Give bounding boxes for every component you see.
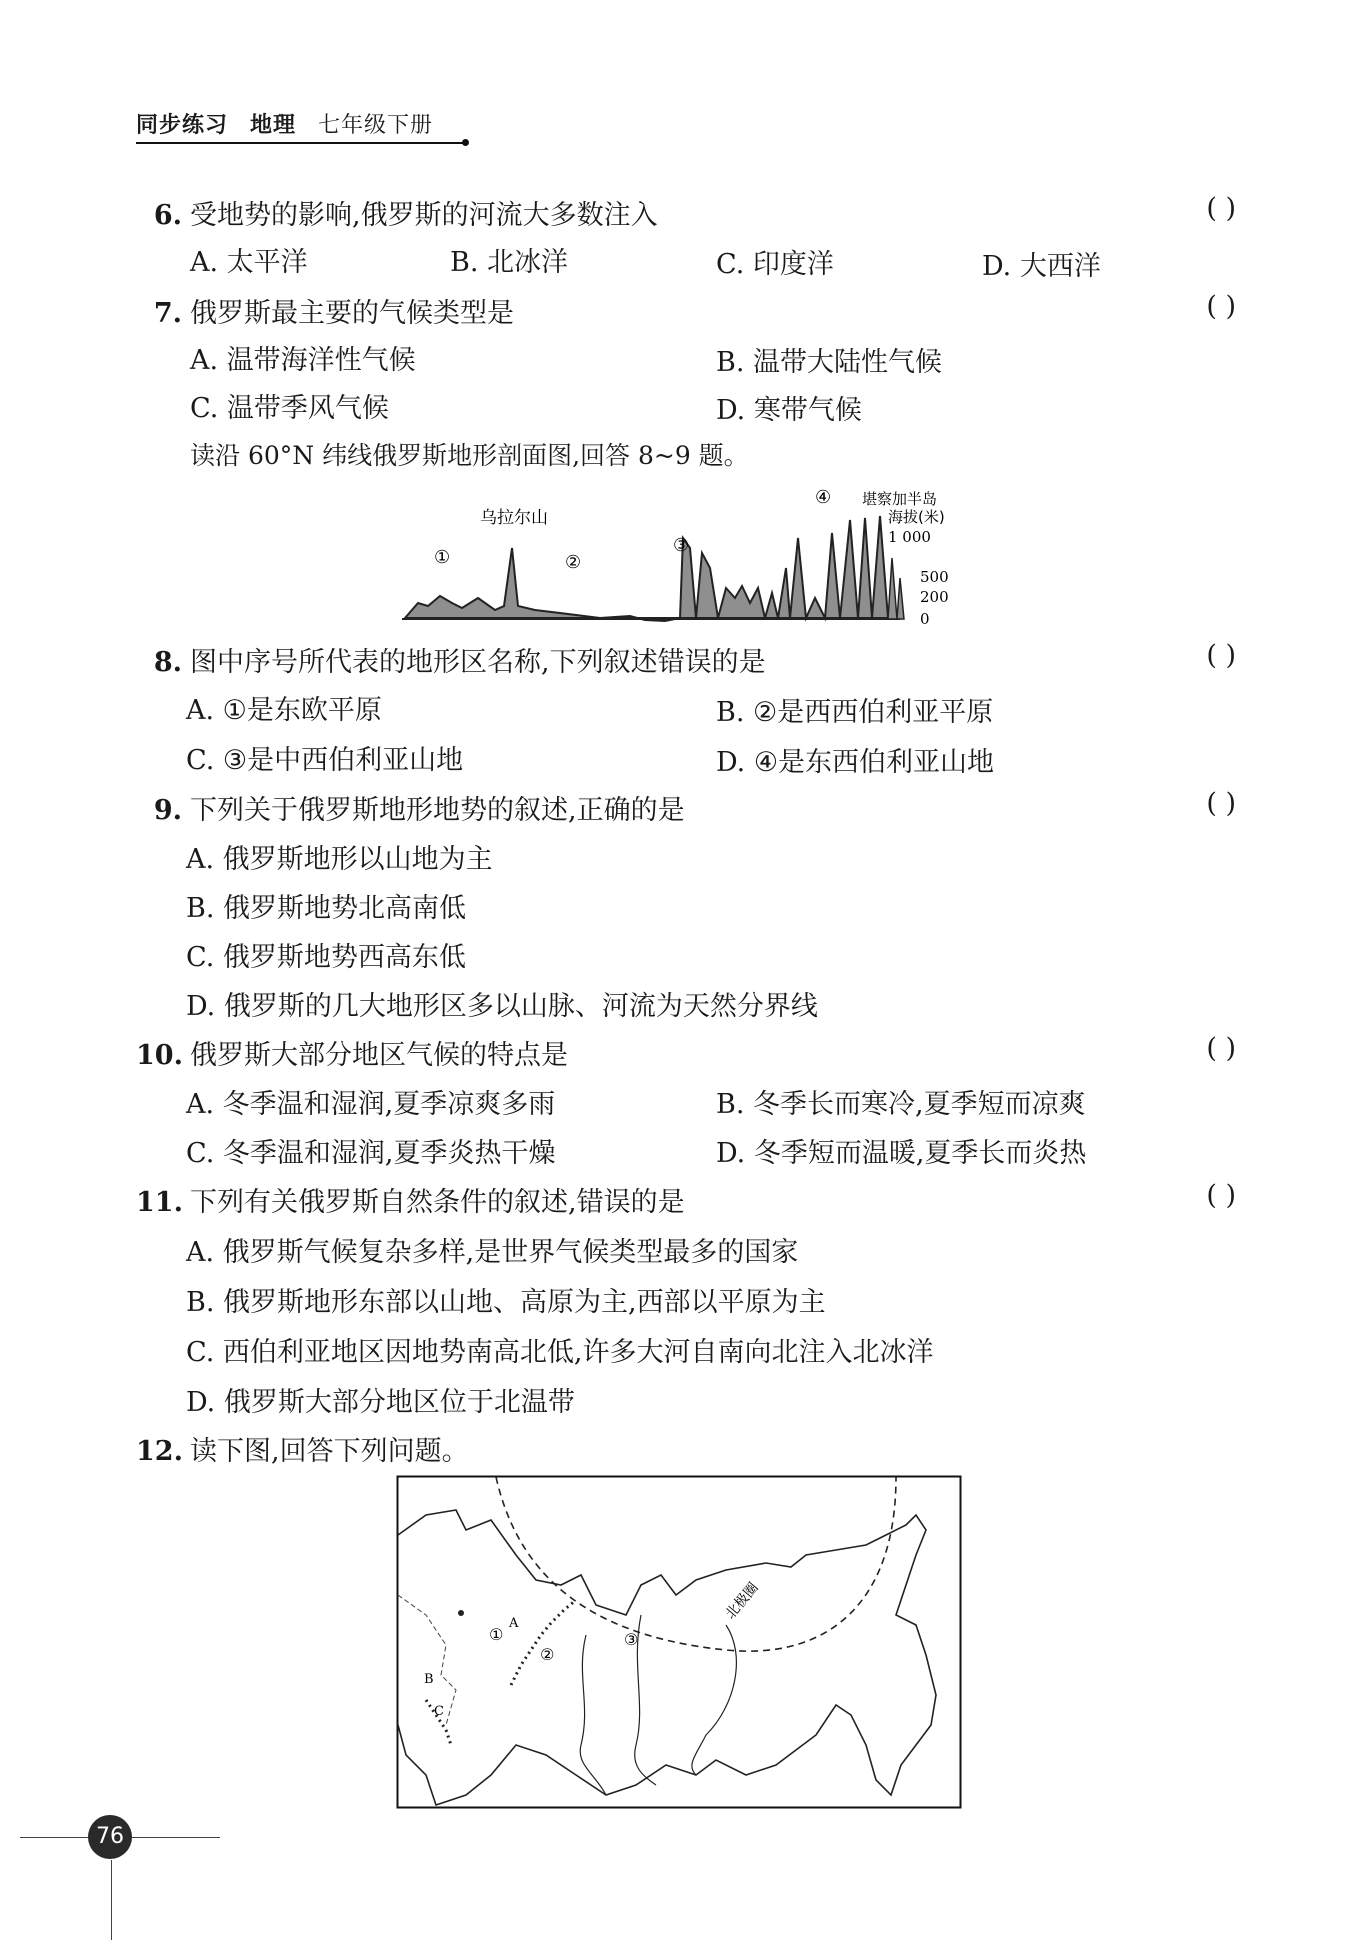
header-subject: 地理 (250, 113, 297, 138)
header-rule (136, 142, 466, 144)
option-b[interactable]: B. 俄罗斯地势北高南低 (186, 893, 467, 924)
answer-blank[interactable]: ( ) (1206, 291, 1236, 322)
marker-4: ④ (815, 487, 832, 508)
question-number: 8. (153, 647, 182, 678)
tick-200: 200 (920, 588, 949, 606)
option-d[interactable]: D. 冬季短而温暖,夏季长而炎热 (716, 1138, 1087, 1169)
russia-map-figure (396, 1475, 962, 1809)
option-a[interactable]: A. ①是东欧平原 (186, 695, 382, 726)
question-number: 9. (153, 795, 182, 826)
option-a[interactable]: A. 俄罗斯地形以山地为主 (186, 844, 493, 875)
map-label-b: B (424, 1672, 434, 1687)
map-label-c: C (434, 1704, 444, 1719)
label-ural: 乌拉尔山 (480, 508, 548, 528)
question-text: 俄罗斯最主要的气候类型是 (190, 298, 514, 329)
option-c[interactable]: C. 印度洋 (716, 249, 834, 280)
header-grade: 七年级下册 (318, 113, 434, 138)
option-d[interactable]: D. ④是东西伯利亚山地 (716, 747, 995, 778)
question-text: 俄罗斯大部分地区气候的特点是 (190, 1040, 568, 1071)
question-11 (136, 1180, 1236, 1219)
map-marker-1: ① (489, 1625, 504, 1644)
footer-vertical-rule (111, 1860, 112, 1940)
header-rule-dot (462, 139, 469, 146)
question-7 (136, 291, 1236, 330)
option-c[interactable]: C. 俄罗斯地势西高东低 (186, 942, 466, 973)
question-text: 下列有关俄罗斯自然条件的叙述,错误的是 (190, 1187, 685, 1218)
question-text: 读下图,回答下列问题。 (190, 1436, 469, 1467)
page-number: 76 (88, 1815, 132, 1859)
marker-1: ① (434, 547, 451, 568)
question-10 (136, 1033, 1236, 1072)
tick-0: 0 (920, 610, 930, 628)
option-b[interactable]: B. 北冰洋 (450, 247, 569, 278)
header-series: 同步练习 (136, 113, 229, 138)
moscow-dot (458, 1610, 464, 1616)
altitude-scale-shape (888, 558, 904, 619)
option-c[interactable]: C. 冬季温和湿润,夏季炎热干燥 (186, 1138, 556, 1169)
tick-500: 500 (920, 568, 949, 586)
map-label-a: A (509, 1616, 519, 1631)
tick-1000: 1 000 (888, 528, 931, 546)
map-marker-3: ③ (624, 1630, 639, 1649)
marker-3: ③ (673, 535, 690, 556)
option-c[interactable]: C. 温带季风气候 (190, 393, 389, 424)
marker-2: ② (565, 552, 582, 573)
question-8 (136, 640, 1236, 679)
arctic-circle-label: 北极圈 (722, 1579, 762, 1623)
option-b[interactable]: B. 冬季长而寒冷,夏季短而凉爽 (716, 1089, 1086, 1120)
running-header (136, 108, 433, 139)
intro-8-9: 读沿 60°N 纬线俄罗斯地形剖面图,回答 8~9 题。 (190, 441, 749, 470)
option-a[interactable]: A. 太平洋 (190, 247, 308, 278)
answer-blank[interactable]: ( ) (1206, 1180, 1236, 1211)
question-text: 图中序号所代表的地形区名称,下列叙述错误的是 (190, 647, 766, 678)
option-c[interactable]: C. ③是中西伯利亚山地 (186, 745, 464, 776)
question-12 (136, 1429, 1236, 1468)
question-number: 12. (136, 1436, 183, 1467)
terrain-profile-figure (400, 478, 960, 633)
option-b[interactable]: B. 俄罗斯地形东部以山地、高原为主,西部以平原为主 (186, 1287, 826, 1318)
option-a[interactable]: A. 冬季温和湿润,夏季凉爽多雨 (186, 1089, 556, 1120)
question-text: 受地势的影响,俄罗斯的河流大多数注入 (190, 200, 658, 231)
question-6 (136, 193, 1236, 232)
question-number: 7. (153, 298, 182, 329)
answer-blank[interactable]: ( ) (1206, 640, 1236, 671)
option-b[interactable]: B. ②是西西伯利亚平原 (716, 697, 994, 728)
answer-blank[interactable]: ( ) (1206, 193, 1236, 224)
answer-blank[interactable]: ( ) (1206, 1033, 1236, 1064)
label-kamchatka: 堪察加半岛 (862, 490, 938, 508)
answer-blank[interactable]: ( ) (1206, 788, 1236, 819)
option-d[interactable]: D. 俄罗斯大部分地区位于北温带 (186, 1387, 575, 1418)
option-a[interactable]: A. 俄罗斯气候复杂多样,是世界气候类型最多的国家 (186, 1237, 799, 1268)
option-d[interactable]: D. 大西洋 (982, 251, 1101, 282)
question-number: 11. (136, 1187, 183, 1218)
question-number: 6. (153, 200, 182, 231)
terrain-profile-shape (405, 516, 898, 621)
question-9 (136, 788, 1236, 827)
option-d[interactable]: D. 寒带气候 (716, 395, 862, 426)
map-marker-2: ② (540, 1645, 555, 1664)
map-frame (398, 1477, 961, 1808)
question-text: 下列关于俄罗斯地形地势的叙述,正确的是 (190, 795, 685, 826)
option-b[interactable]: B. 温带大陆性气候 (716, 347, 943, 378)
option-c[interactable]: C. 西伯利亚地区因地势南高北低,许多大河自南向北注入北冰洋 (186, 1337, 934, 1368)
option-d[interactable]: D. 俄罗斯的几大地形区多以山脉、河流为天然分界线 (186, 991, 818, 1022)
option-a[interactable]: A. 温带海洋性气候 (190, 345, 416, 376)
question-number: 10. (136, 1040, 183, 1071)
label-altitude: 海拔(米) (888, 508, 945, 526)
